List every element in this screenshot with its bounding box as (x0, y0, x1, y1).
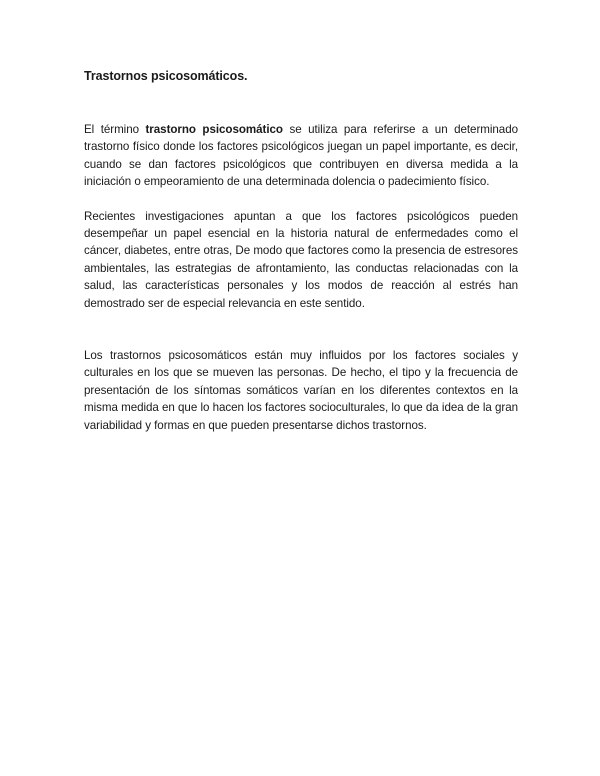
paragraph-definition (84, 121, 518, 191)
document-title: Trastornos psicosomáticos. (84, 69, 248, 83)
highlighted-term: trastorno psicosomático (145, 123, 283, 136)
paragraph-definition-intro: El término (84, 123, 146, 136)
document-body (84, 68, 518, 434)
paragraph-sociocultural: Los trastornos psicosomáticos están muy influidos por los factores sociales y culturales en los que se mueven las personas. De hecho, el tipo y la frecuencia de presentación de los síntomas somáticos varían en los diferentes contextos en la misma medida en que lo hacen los factores socioculturales, lo que da idea de la gran variabilidad y formas en que pueden presentarse dichos trastornos. (84, 349, 518, 432)
paragraph-definition-rest: se utiliza para referirse a un determinado trastorno físico donde los factores psicológicos juegan un papel importante, es decir, cuando se dan factores psicológicos que contribuyen en diversa medida a la iniciación o empeoramiento de una determinada dolencia o padecimiento físico. (84, 123, 518, 189)
paragraph-research: Recientes investigaciones apuntan a que los factores psicológicos pueden desempeñar un papel esencial en la historia natural de enfermedades como el cáncer, diabetes, entre otras, De modo que factores como la presencia de estresores ambientales, las estrategias de afrontamiento, las conductas relacionadas con la salud, las características personales y los modos de reacción al estrés han demostrado ser de especial relevancia en este sentido. (84, 209, 518, 310)
